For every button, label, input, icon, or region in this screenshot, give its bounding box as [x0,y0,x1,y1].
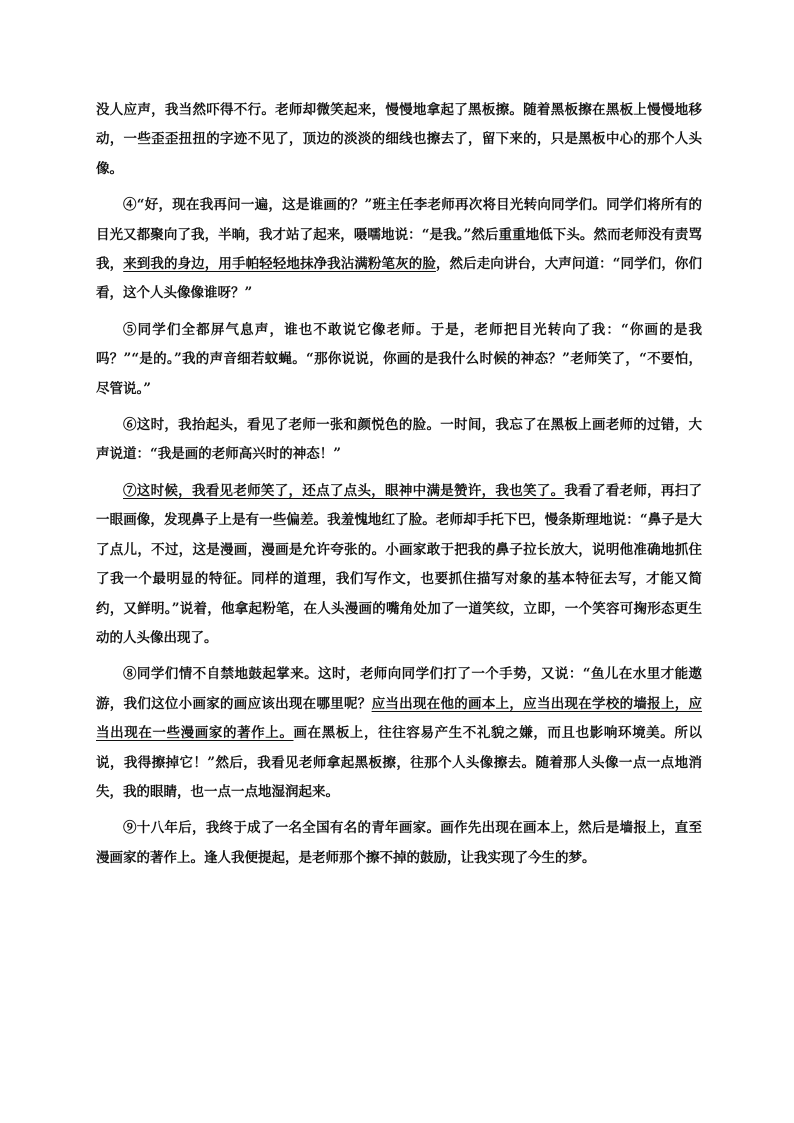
paragraph-text: ⑤同学们全都屏气息声，谁也不敢说它像老师。于是，老师把目光转向了我：“你画的是我吗？”“是的。”我的声音细若蚊蝇。“那你说说，你画的是我什么时候的神态？”老师笑了，“不要怕，尽管说。” [96,321,702,397]
underlined-sentence: ⑦这时候，我看见老师笑了，还点了点头，眼神中满是赞许，我也笑了。 [123,482,565,499]
paragraph [96,814,702,873]
paragraph [96,96,702,184]
underlined-sentence: 来到我的身边，用手帕轻轻地抹净我沾满粉笔灰的脸 [123,256,436,273]
paragraph-text: ⑥这时，我抬起头，看见了老师一张和颜悦色的脸。一时间，我忘了在黑板上画老师的过错，大声说道：“我是画的老师高兴时的神态！” [96,417,702,463]
paragraph [96,660,702,807]
paragraph-text: ，然后走向讲台，大声问道：“同学们，你们看，这个人头像像谁呀？” [96,256,703,302]
paragraph [96,191,702,309]
paragraph-text: ⑨十八年后，我终于成了一名全国有名的青年画家。画作先出现在画本上，然后是墙报上，直至漫画家的著作上。逢人我便提起，是老师那个擦不掉的鼓励，让我实现了今生的梦。 [96,820,702,866]
paragraph-text: ⑧同学们情不自禁地鼓起掌来。这时，老师向同学们打了一个手势，又说：“鱼儿在水里才能遨游，我们这位小画家的画应该出现在哪里呢？ [96,666,702,712]
paragraph [96,477,702,653]
paragraph-text: 画在黑板上，往往容易产生不礼貌之嫌，而且也影响环境美。所以说，我得擦掉它！”然后，我看见老师拿起黑板擦，往那个人头像擦去。随着那人头像一点一点地消失，我的眼睛，也一点一点地湿润起来。 [96,725,702,800]
paragraph-text: 没人应声，我当然吓得不行。老师却微笑起来，慢慢地拿起了黑板擦。随着黑板擦在黑板上慢慢地移动，一些歪歪扭扭的字迹不见了，顶边的淡淡的细线也擦去了，留下来的，只是黑板中心的那个人头像。 [96,102,702,177]
paragraph-text: 我看了看老师，再扫了一眼画像，发现鼻子上是有一些偏差。我羞愧地红了脸。老师却手托下巴，慢条斯理地说：“鼻子是大了点儿，不过，这是漫画，漫画是允许夸张的。小画家敢于把我的鼻子拉长放大，说明他准确地抓住了我一个最明显的特征。同样的道理，我们写作文，也要抓住描写对象的基本特征去写，才能又简约，又鲜明。”说着，他拿起粉笔，在人头漫画的嘴角处加了一道笑纹，立即，一个笑容可掬形态更生动的人头像出现了。 [96,482,703,646]
paragraph [96,411,702,470]
paragraph [96,316,702,404]
paragraph-text: ④“好，现在我再问一遍，这是谁画的？”班主任李老师再次将目光转向同学们。同学们将所有的目光又都聚向了我，半晌，我才站了起来，嗫嚅地说：“是我。”然后重重地低下头。然而老师没有责骂我， [96,197,702,273]
underlined-sentence: 应当出现在他的画本上，应当出现在学校的墙报上，应当出现在一些漫画家的著作上。 [96,695,703,742]
article-body [96,96,702,880]
